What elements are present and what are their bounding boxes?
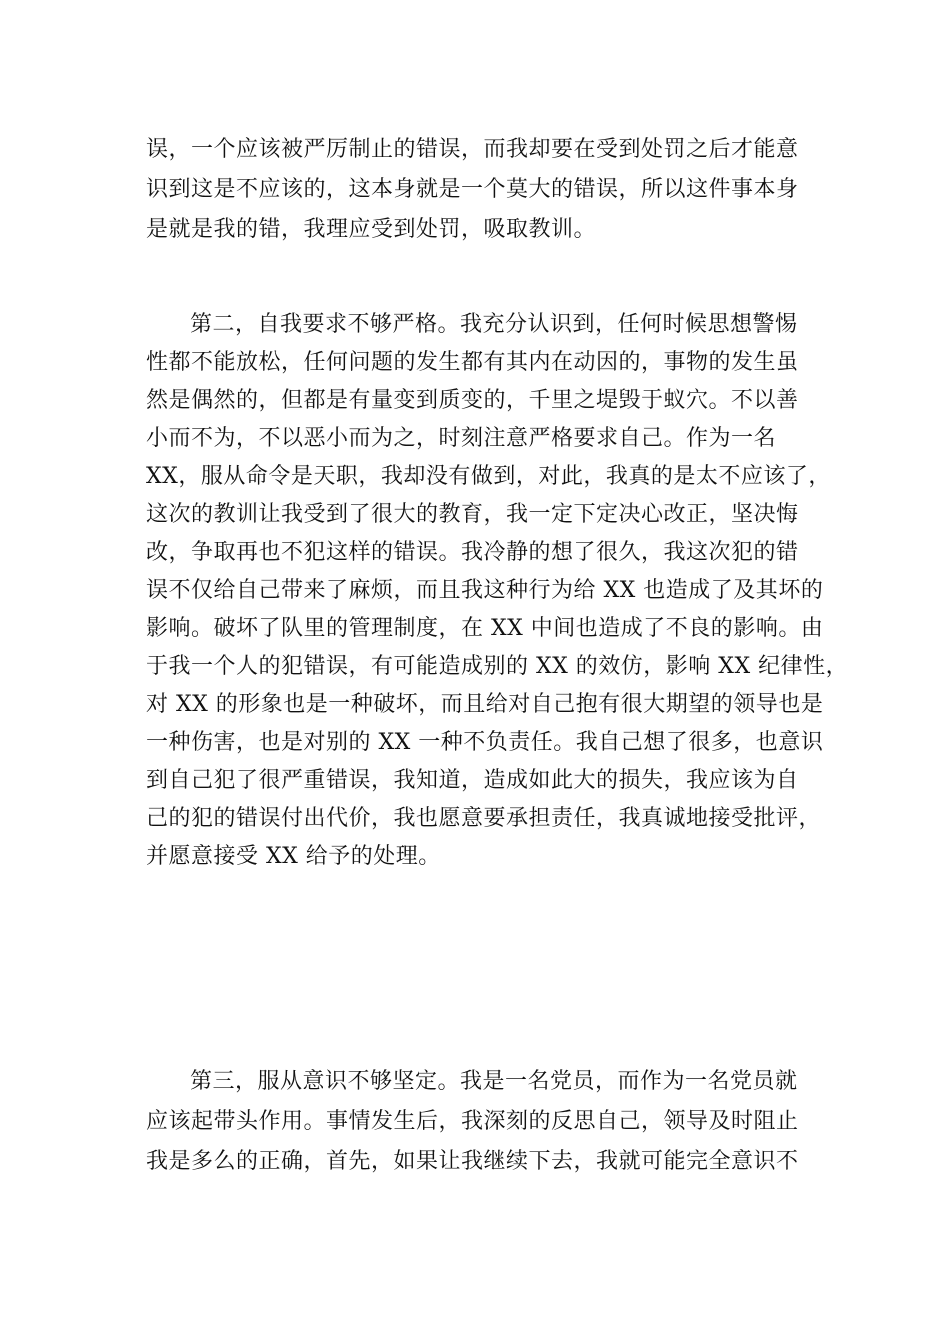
paragraph-line: 我是多么的正确，首先，如果让我继续下去，我就可能完全意识不 xyxy=(146,1149,799,1174)
paragraph-line: 己的犯的错误付出代价，我也愿意要承担责任，我真诚地接受批评， xyxy=(146,806,822,831)
paragraph-line: 小而不为，不以恶小而为之，时刻注意严格要求自己。作为一名 xyxy=(146,426,777,451)
paragraph-1 xyxy=(146,130,806,250)
paragraph-line: 这次的教训让我受到了很大的教育，我一定下定决心改正，坚决悔 xyxy=(146,502,799,527)
paragraph-line: 误，一个应该被严厉制止的错误，而我却要在受到处罚之后才能意 xyxy=(146,137,799,162)
paragraph-line: 于我一个人的犯错误，有可能造成别的 XX 的效仿，影响 XX 纪律性， xyxy=(146,654,849,679)
paragraph-line: 第二，自我要求不够严格。我充分认识到，任何时候思想警惕 xyxy=(190,312,798,337)
paragraph-line: 改，争取再也不犯这样的错误。我冷静的想了很久，我这次犯的错 xyxy=(146,540,799,565)
paragraph-line: 并愿意接受 XX 给予的处理。 xyxy=(146,844,441,869)
paragraph-line: 是就是我的错，我理应受到处罚，吸取教训。 xyxy=(146,217,597,242)
paragraph-line: 误不仅给自己带来了麻烦，而且我这种行为给 XX 也造成了及其坏的 xyxy=(146,578,824,603)
paragraph-line: 第三，服从意识不够坚定。我是一名党员，而作为一名党员就 xyxy=(190,1069,798,1094)
paragraph-line: XX，服从命令是天职，我却没有做到，对此，我真的是太不应该了， xyxy=(146,464,831,489)
paragraph-line: 一种伤害，也是对别的 XX 一种不负责任。我自己想了很多，也意识 xyxy=(146,730,824,755)
paragraph-line: 应该起带头作用。事情发生后，我深刻的反思自己，领导及时阻止 xyxy=(146,1109,799,1134)
paragraph-line: 然是偶然的，但都是有量变到质变的，千里之堤毁于蚁穴。不以善 xyxy=(146,388,799,413)
paragraph-line: 到自己犯了很严重错误，我知道，造成如此大的损失，我应该为自 xyxy=(146,768,799,793)
paragraph-line: 识到这是不应该的，这本身就是一个莫大的错误，所以这件事本身 xyxy=(146,177,799,202)
paragraph-line: 性都不能放松，任何问题的发生都有其内在动因的，事物的发生虽 xyxy=(146,350,799,375)
paragraph-line: 对 XX 的形象也是一种破坏，而且给对自己抱有很大期望的领导也是 xyxy=(146,692,824,717)
paragraph-2 xyxy=(146,306,849,876)
paragraph-3 xyxy=(146,1062,806,1182)
paragraph-line: 影响。破坏了队里的管理制度，在 XX 中间也造成了不良的影响。由 xyxy=(146,616,824,641)
